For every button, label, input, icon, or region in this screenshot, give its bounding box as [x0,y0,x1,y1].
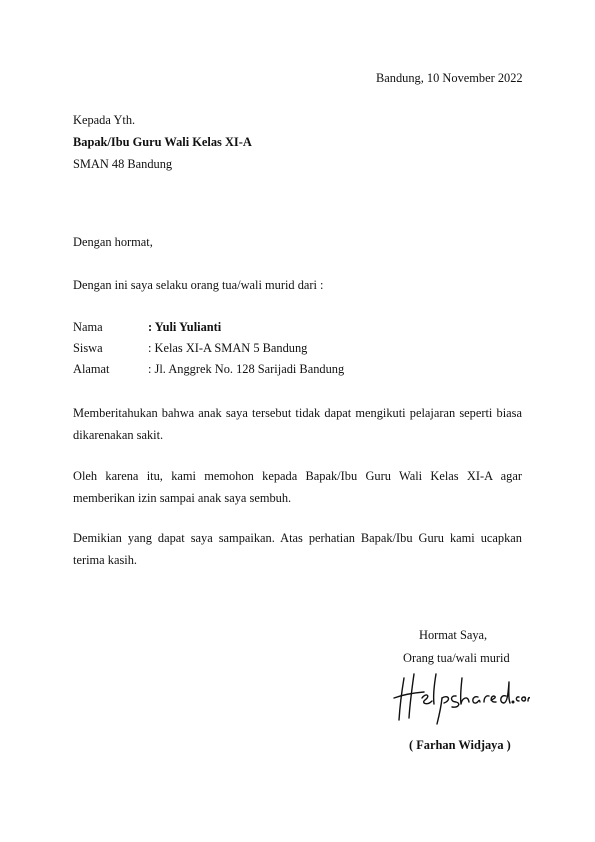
signer-name: ( Farhan Widjaya ) [409,738,511,752]
student-name-value: : Yuli Yulianti [148,320,222,334]
recipient-school: SMAN 48 Bandung [73,157,173,171]
body-paragraph-2: Oleh karena itu, kami memohon kepada Bapak/Ibu Guru Wali Kelas XI-A agar memberikan izin sampai anak saya sembuh. [73,469,522,505]
student-address-label: Alamat [73,362,110,376]
student-address-value: : Jl. Anggrek No. 128 Sarijadi Bandung [148,362,345,376]
student-name-label: Nama [73,320,103,334]
closing-regards: Hormat Saya, [419,628,488,642]
date-line: Bandung, 10 November 2022 [376,71,523,85]
closing-role: Orang tua/wali murid [403,651,510,665]
student-class-value: : Kelas XI-A SMAN 5 Bandung [148,341,308,355]
greeting: Dengan hormat, [73,235,153,249]
handwritten-signature [390,668,530,726]
intro-line: Dengan ini saya selaku orang tua/wali murid dari : [73,278,324,292]
body-paragraph-3: Demikian yang dapat saya sampaikan. Atas perhatian Bapak/Ibu Guru kami ucapkan terima kasih. [73,531,522,567]
body-paragraph-1: Memberitahukan bahwa anak saya tersebut tidak dapat mengikuti pelajaran seperti biasa dikarenakan sakit. [73,406,522,442]
recipient-salutation: Kepada Yth. [73,113,136,127]
student-class-label: Siswa [73,341,103,355]
recipient-name: Bapak/Ibu Guru Wali Kelas XI-A [73,135,252,149]
